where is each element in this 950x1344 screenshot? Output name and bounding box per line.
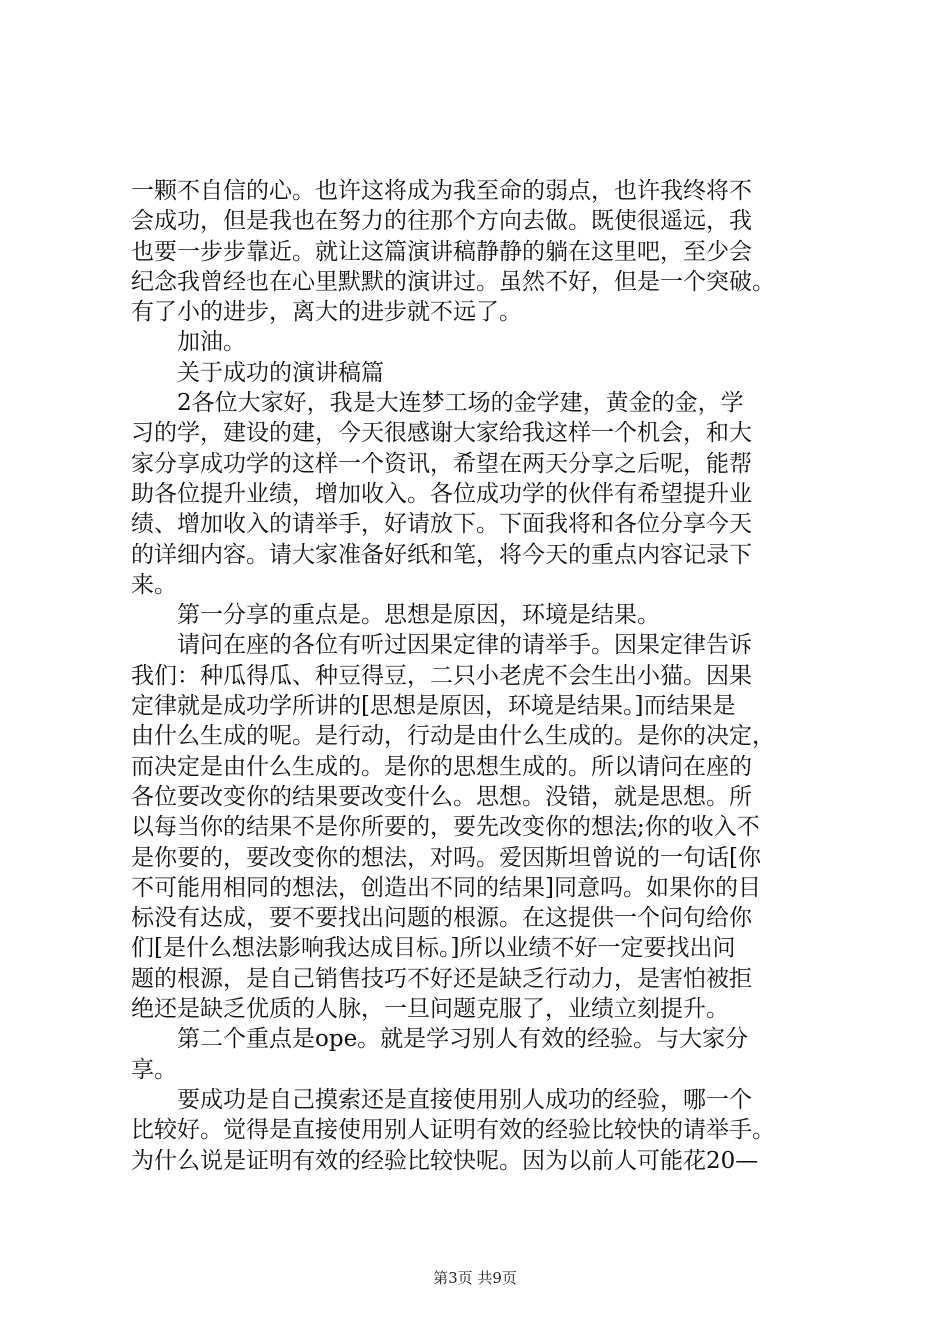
text-line: 第二个重点是ope。就是学习别人有效的经验。与大家分 <box>177 1026 749 1053</box>
text-line: 要成功是自己摸索还是直接使用别人成功的经验，哪一个 <box>177 1086 752 1113</box>
text-line: 家分享成功学的这样一个资讯，希望在两天分享之后呢，能帮 <box>131 450 752 477</box>
text-line: 不可能用相同的想法，创造出不同的结果]同意吗。如果你的目 <box>131 874 761 901</box>
page-footer: 第3页 共9页 <box>433 1269 517 1287</box>
text-line: 们[是什么想法影响我达成目标。]所以业绩不好一定要找出问 <box>131 935 736 962</box>
text-line: 标没有达成，要不要找出问题的根源。在这提供一个问句给你 <box>131 905 752 932</box>
text-line: 由什么生成的呢。是行动，行动是由什么生成的。是你的决定， <box>131 723 775 750</box>
text-line: 绩、增加收入的请举手，好请放下。下面我将和各位分享今天 <box>131 511 752 538</box>
text-line: 关于成功的演讲稿篇 <box>177 359 384 386</box>
text-line: 2各位大家好，我是大连梦工场的金学建，黄金的金，学 <box>177 390 744 417</box>
text-line: 加油。 <box>177 329 246 356</box>
text-line: 各位要改变你的结果要改变什么。思想。没错，就是思想。所 <box>131 783 752 810</box>
text-line: 会成功，但是我也在努力的往那个方向去做。既使很遥远，我 <box>131 208 752 235</box>
text-line: 来。 <box>131 571 177 598</box>
text-line: 定律就是成功学所讲的[思想是原因，环境是结果。]而结果是 <box>131 693 736 720</box>
text-line: 为什么说是证明有效的经验比较快呢。因为以前人可能花20— <box>131 1147 759 1174</box>
text-line: 题的根源，是自己销售技巧不好还是缺乏行动力，是害怕被拒 <box>131 965 752 992</box>
text-line: 有了小的进步，离大的进步就不远了。 <box>131 299 522 326</box>
document-body <box>131 176 821 1176</box>
text-line: 以每当你的结果不是你所要的，要先改变你的想法;你的收入不 <box>131 814 760 841</box>
text-line: 享。 <box>131 1056 177 1083</box>
text-line: 助各位提升业绩，增加收入。各位成功学的伙伴有希望提升业 <box>131 480 752 507</box>
text-line: 第一分享的重点是。思想是原因，环境是结果。 <box>177 602 660 629</box>
text-line: 也要一步步靠近。就让这篇演讲稿静静的躺在这里吧，至少会 <box>131 238 752 265</box>
text-line: 纪念我曾经也在心里默默的演讲过。虽然不好，但是一个突破。 <box>131 268 775 295</box>
text-line: 绝还是缺乏优质的人脉，一旦问题克服了，业绩立刻提升。 <box>131 996 729 1023</box>
text-line: 一颗不自信的心。也许这将成为我至命的弱点，也许我终将不 <box>131 178 752 204</box>
text-line: 习的学，建设的建，今天很感谢大家给我这样一个机会，和大 <box>131 420 752 447</box>
text-line: 请问在座的各位有听过因果定律的请举手。因果定律告诉 <box>177 632 752 659</box>
text-line: 我们：种瓜得瓜、种豆得豆，二只小老虎不会生出小猫。因果 <box>131 662 752 689</box>
text-line: 比较好。觉得是直接使用别人证明有效的经验比较快的请举手。 <box>131 1117 775 1144</box>
text-line: 而决定是由什么生成的。是你的思想生成的。所以请问在座的 <box>131 753 752 780</box>
text-line: 是你要的，要改变你的想法，对吗。爱因斯坦曾说的一句话[你 <box>131 844 761 871</box>
text-line: 的详细内容。请大家准备好纸和笔，将今天的重点内容记录下 <box>131 541 752 568</box>
